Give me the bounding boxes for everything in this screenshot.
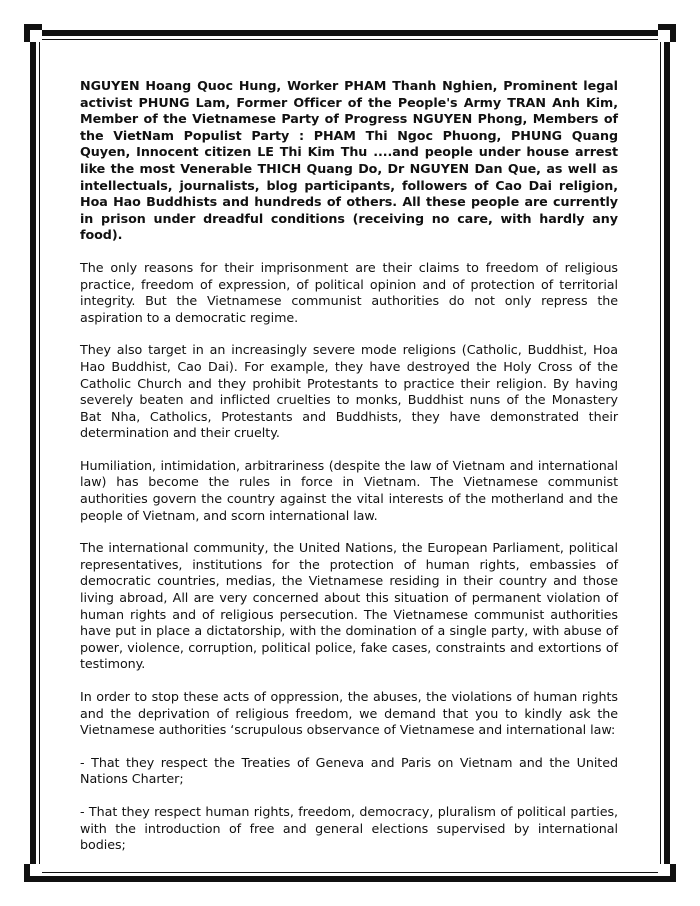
paragraph-demand-item-human-rights: - That they respect human rights, freedom, democracy, pluralism of political parties, with the introduction of free and general elections supervised by international bodies;: [80, 803, 618, 853]
paragraph-prisoner-list: NGUYEN Hoang Quoc Hung, Worker PHAM Thanh Nghien, Prominent legal activist PHUNG Lam, Former Officer of the People's Army TRAN Anh Kim, Member of the Vietnamese Party of Progress NGUYEN Phong, Members of the VietNam Populist Party : PHAM Thi Ngoc Phuong, PHUNG Quang Quyen, Innocent citizen LE Thi Kim Thu ....and people under house arrest like the most Venerable THICH Quang Do, Dr NGUYEN Dan Que, as well as intellectuals, journalists, blog participants, followers of Cao Dai religion, Hoa Hao Buddhists and hundreds of others. All these people are currently in prison under dreadful conditions (receiving no care, with hardly any food).: [80, 78, 618, 243]
border-corner-bottom-right: [658, 864, 676, 882]
document-body: [80, 78, 618, 870]
border-corner-top-right: [658, 24, 676, 42]
paragraph-reasons: The only reasons for their imprisonment are their claims to freedom of religious practice, freedom of expression, of political opinion and of protection of territorial integrity. But the Vietnamese communist authorities do not only repress the aspiration to a democratic regime.: [80, 259, 618, 325]
paragraph-international-community: The international community, the United Nations, the European Parliament, political representatives, institutions for the protection of human rights, embassies of democratic countries, medias, the Vietnamese residing in their country and those living abroad, All are very concerned about this situation of permanent violation of human rights and of religious persecution. The Vietnamese communist authorities have put in place a dictatorship, with the domination of a single party, with abuse of power, violence, corruption, political police, fake cases, constraints and extortions of testimony.: [80, 540, 618, 672]
paragraph-demand-item-treaties: - That they respect the Treaties of Geneva and Paris on Vietnam and the United Nations Charter;: [80, 754, 618, 787]
paragraph-demand: In order to stop these acts of oppression, the abuses, the violations of human rights and the deprivation of religious freedom, we demand that you to kindly ask the Vietnamese authorities ‘scrupulous observance of Vietnamese and international law:: [80, 689, 618, 738]
paragraph-humiliation: Humiliation, intimidation, arbitrariness (despite the law of Vietnam and international law) has become the rules in force in Vietnam. The Vietnamese communist authorities govern the country against the vital interests of the motherland and the people of Vietnam, and scorn international law.: [80, 457, 618, 523]
border-corner-top-left: [24, 24, 42, 42]
paragraph-religions: They also target in an increasingly severe mode religions (Catholic, Buddhist, Hoa Hao Buddhist, Cao Dai). For example, they have destroyed the Holy Cross of the Catholic Church and they prohibit Protestants to practice their religion. By having severely beaten and inflicted cruelties to monks, Buddhist nuns of the Monastery Bat Nha, Catholics, Protestants and Buddhists, they have demonstrated their determination and their cruelty.: [80, 342, 618, 441]
border-corner-bottom-left: [24, 864, 42, 882]
